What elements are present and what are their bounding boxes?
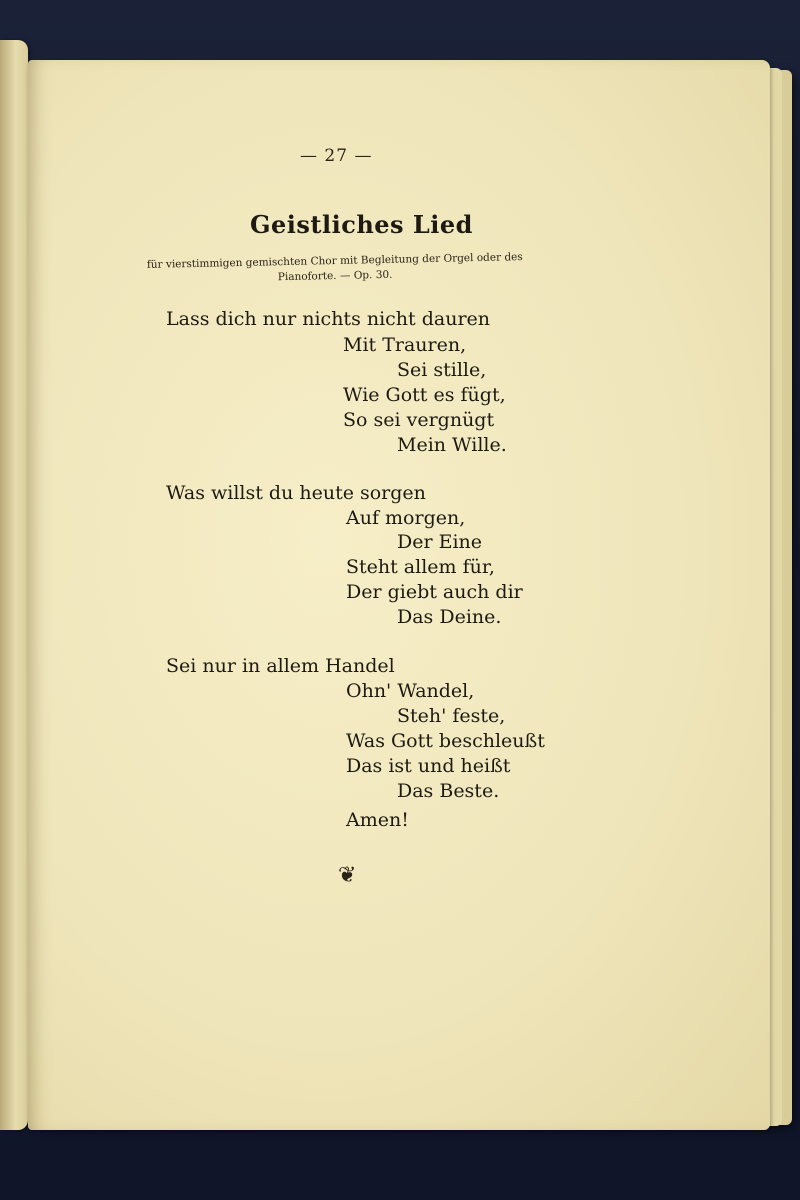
verse-line: Mit Trauren,: [343, 334, 467, 356]
verse-line: Was willst du heute sorgen: [166, 482, 426, 504]
verse-line: Wie Gott es fügt,: [343, 384, 506, 406]
verse-line: Lass dich nur nichts nicht dauren: [166, 308, 491, 330]
verse-line: Steh' feste,: [397, 705, 506, 727]
verse-line: So sei vergnügt: [343, 409, 495, 431]
page-title: Geistliches Lied: [250, 210, 473, 239]
subtitle: für vierstimmigen gemischten Chor mit Begleitung der Orgel oder des Pianoforte. — Op. 30.: [146, 251, 523, 284]
verse-line: Was Gott beschleußt: [346, 730, 545, 752]
verse-line: Steht allem für,: [346, 556, 495, 578]
previous-page-edge: [0, 40, 28, 1130]
verse-line: Das Deine.: [397, 606, 502, 628]
verse-line: Der giebt auch dir: [346, 581, 523, 603]
verse-line: Auf morgen,: [346, 507, 466, 529]
verse-line: Sei nur in allem Handel: [166, 655, 395, 677]
verse-line: Das ist und heißt: [346, 755, 511, 777]
verse-line: Ohn' Wandel,: [346, 680, 475, 702]
verse-line: Das Beste.: [397, 780, 500, 802]
verse-line: Mein Wille.: [397, 434, 507, 456]
floral-ornament-icon: ❦: [338, 863, 357, 888]
verse-line: Sei stille,: [397, 359, 487, 381]
verse-line: Der Eine: [397, 531, 483, 553]
page-number: — 27 —: [300, 146, 373, 166]
verse-line: Amen!: [346, 809, 409, 831]
